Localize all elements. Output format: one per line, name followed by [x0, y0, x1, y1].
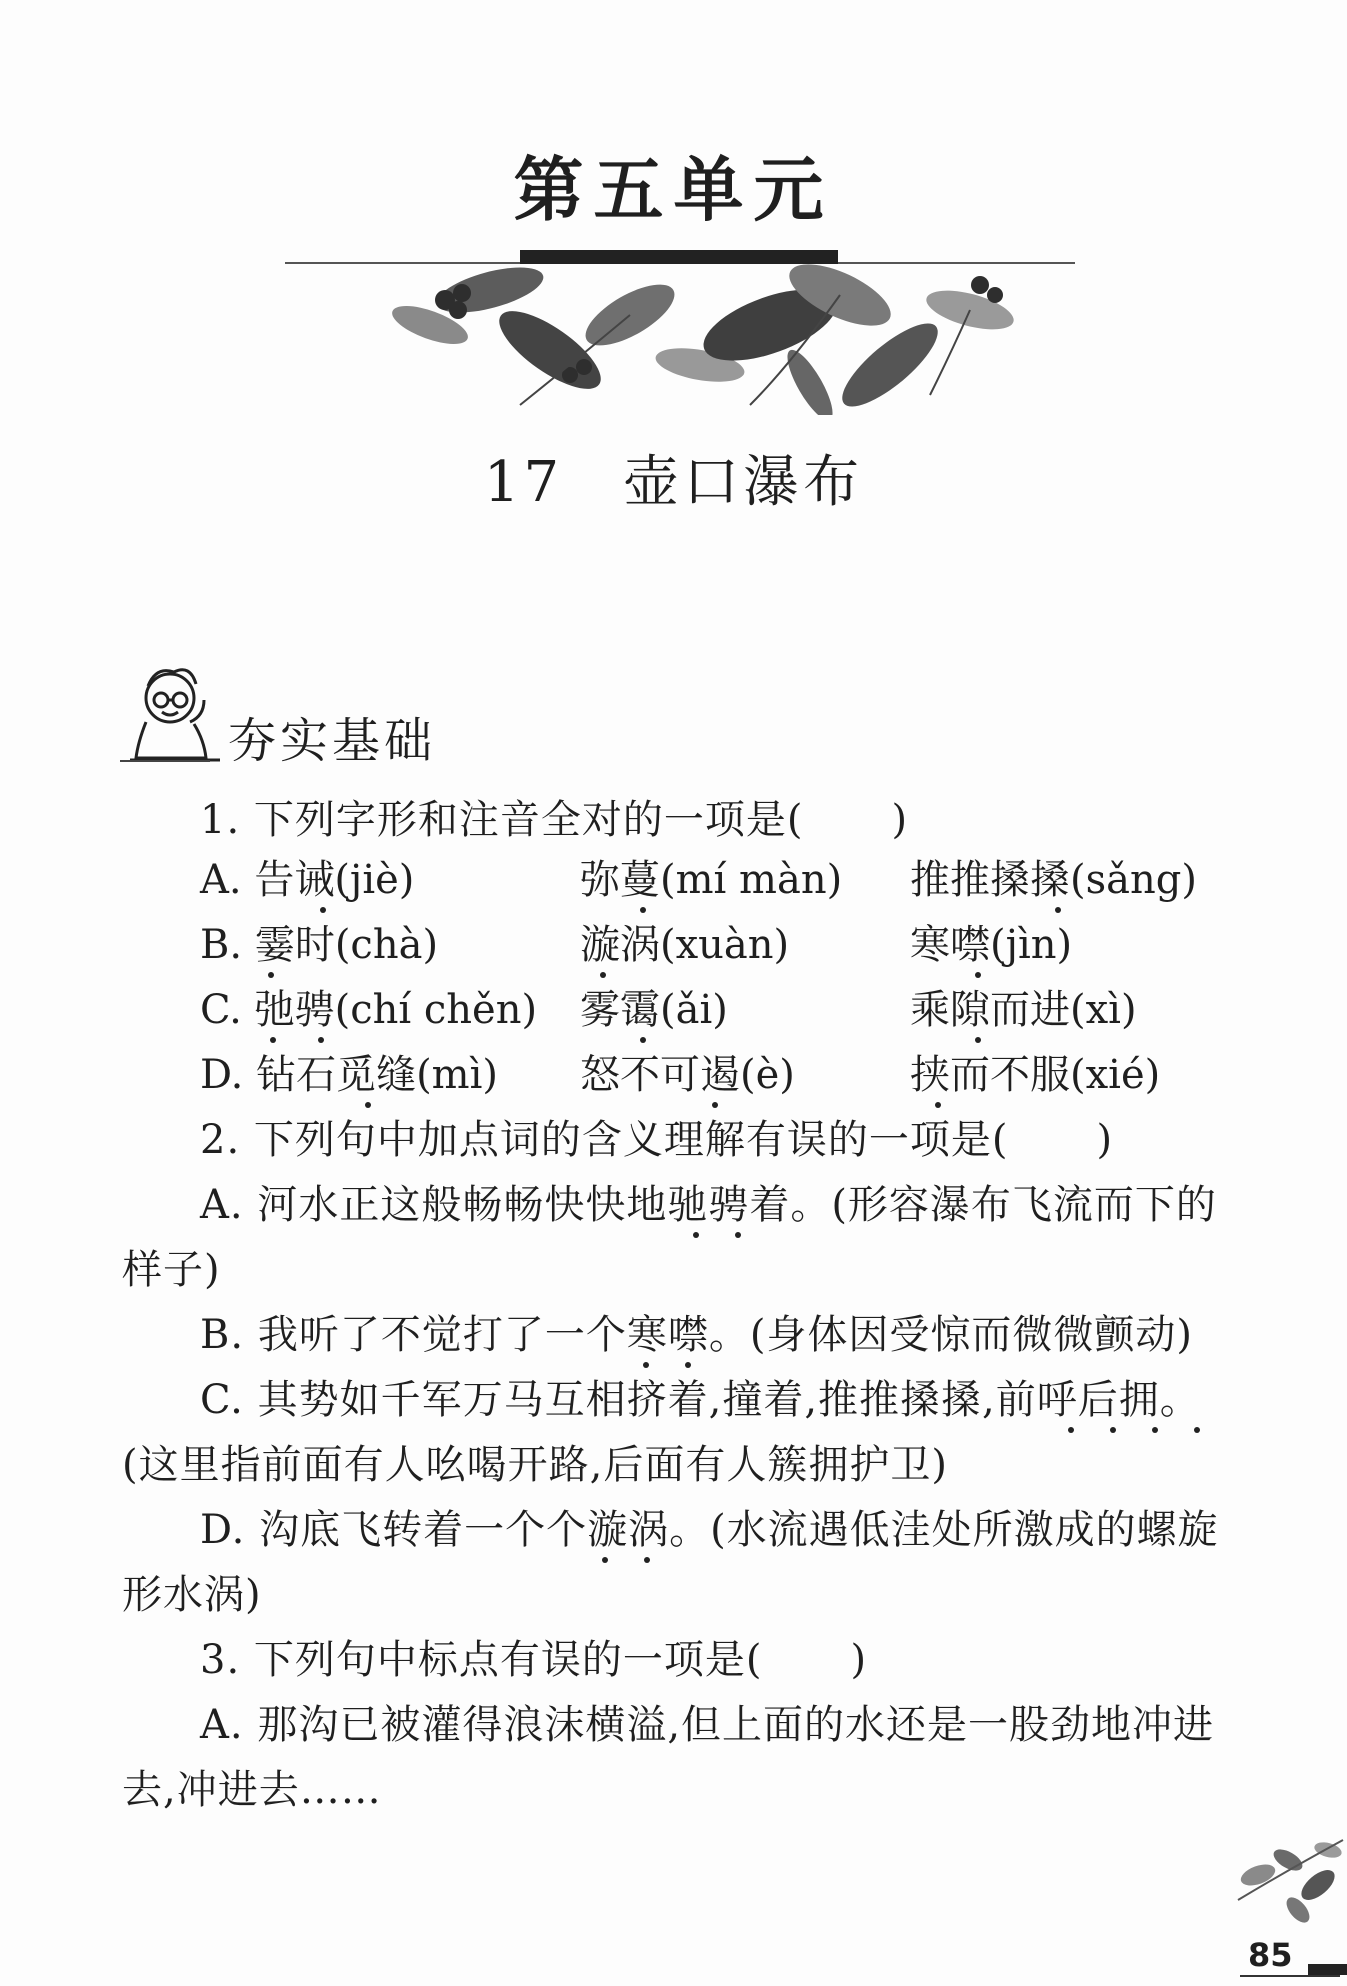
q1-option-a-3: 推推搡搡(sǎng) — [910, 857, 1197, 903]
q2-option-a-cont: 样子) — [122, 1247, 221, 1293]
q2-option-b: B. 我听了不觉打了一个寒噤。(身体因受惊而微微颤动) — [200, 1312, 1194, 1358]
emphasis-dot — [320, 907, 326, 913]
page-number: 85 — [1248, 1936, 1293, 1974]
emphasis-dot — [640, 1037, 646, 1043]
q1-option-d-1: D. 钻石觅缝(mì) — [200, 1052, 499, 1098]
q1-option-c-2: 雾霭(ǎi) — [580, 987, 728, 1033]
teacher-cartoon-icon — [120, 660, 230, 770]
emphasis-dot — [270, 1037, 276, 1043]
q3-option-a-cont: 去,冲进去…… — [122, 1767, 382, 1813]
q1-option-d-3: 挟而不服(xié) — [910, 1052, 1161, 1098]
lesson-number: 17 — [483, 450, 564, 515]
emphasis-dot — [644, 1557, 650, 1563]
emphasis-dot — [602, 1557, 608, 1563]
q1-option-b-2: 漩涡(xuàn) — [580, 922, 790, 968]
q2-option-d: D. 沟底飞转着一个个漩涡。(水流遇低洼处所激成的螺旋 — [200, 1507, 1219, 1553]
flower-leaves-illustration — [370, 255, 1070, 415]
leaf-decoration-icon — [1228, 1830, 1347, 1940]
emphasis-dot — [318, 1037, 324, 1043]
unit-title: 第五单元 — [513, 148, 834, 231]
emphasis-dot — [268, 972, 274, 978]
q1-option-c-3: 乘隙而进(xì) — [910, 987, 1137, 1033]
lesson-title — [0, 450, 1347, 515]
section-underline — [120, 760, 210, 762]
emphasis-dot — [1055, 907, 1061, 913]
section-heading — [120, 660, 520, 770]
emphasis-dot — [1152, 1427, 1158, 1433]
question-3-stem: 3. 下列句中标点有误的一项是( ) — [200, 1637, 868, 1683]
q1-option-a-1: A. 告诫(jiè) — [200, 857, 415, 903]
q2-option-c-cont: (这里指前面有人吆喝开路,后面有人簇拥护卫) — [122, 1442, 948, 1488]
q2-option-d-cont: 形水涡) — [122, 1572, 262, 1618]
footer-rule — [1240, 1975, 1340, 1977]
emphasis-dot — [712, 1102, 718, 1108]
emphasis-dot — [693, 1232, 699, 1238]
emphasis-dot — [975, 1037, 981, 1043]
q1-option-c-1: C. 弛骋(chí chěn) — [200, 987, 538, 1033]
lesson-name: 壶口瀑布 — [623, 450, 864, 515]
emphasis-dot — [600, 972, 606, 978]
q1-option-a-2: 弥蔓(mí màn) — [580, 857, 843, 903]
q1-option-d-2: 怒不可遏(è) — [580, 1052, 795, 1098]
q2-option-c: C. 其势如千军万马互相挤着,撞着,推推搡搡,前呼后拥。 — [200, 1377, 1201, 1423]
question-1-stem: 1. 下列字形和注音全对的一项是( ) — [200, 797, 909, 843]
emphasis-dot — [365, 1102, 371, 1108]
emphasis-dot — [685, 1362, 691, 1368]
q2-option-a: A. 河水正这般畅畅快快地驰骋着。(形容瀑布飞流而下的 — [200, 1182, 1217, 1228]
emphasis-dot — [935, 1102, 941, 1108]
emphasis-dot — [1110, 1427, 1116, 1433]
q3-option-a: A. 那沟已被灌得浪沫横溢,但上面的水还是一股劲地冲进 — [200, 1702, 1215, 1748]
emphasis-dot — [1068, 1427, 1074, 1433]
emphasis-dot — [975, 972, 981, 978]
section-label: 夯实基础 — [228, 713, 437, 769]
emphasis-dot — [643, 1362, 649, 1368]
footer-bar — [1308, 1964, 1347, 1975]
emphasis-dot — [735, 1232, 741, 1238]
q1-option-b-1: B. 霎时(chà) — [200, 922, 439, 968]
emphasis-dot — [640, 907, 646, 913]
q1-option-b-3: 寒噤(jìn) — [910, 922, 1073, 968]
emphasis-dot — [1194, 1427, 1200, 1433]
question-2-stem: 2. 下列句中加点词的含义理解有误的一项是( ) — [200, 1117, 1114, 1163]
